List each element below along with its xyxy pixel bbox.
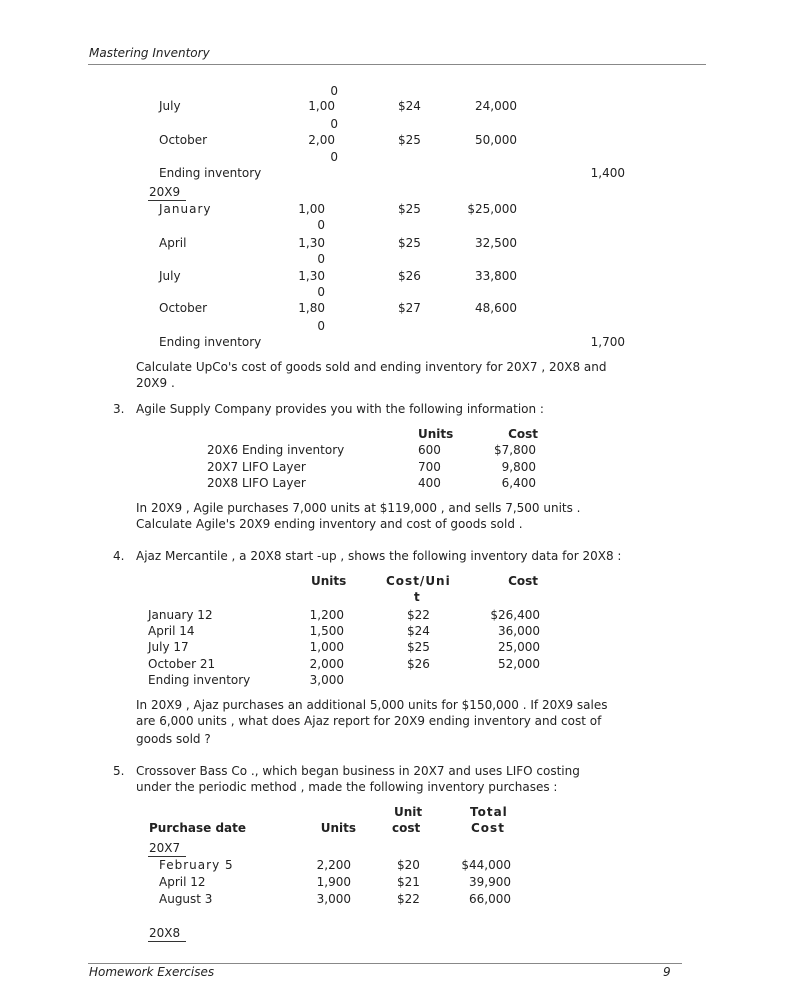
row-units: 2,00 — [308, 133, 335, 147]
row-cost-per-unit: $22 — [407, 608, 430, 622]
row-cost: $7,800 — [494, 443, 536, 457]
ending-label: Ending inventory — [159, 335, 262, 349]
row-cost: $26 — [398, 269, 421, 283]
row-unit-cost: $22 — [397, 892, 420, 906]
row-units-wrap: 0 — [317, 218, 325, 232]
row-cost-per-unit: $25 — [407, 640, 430, 654]
question-text: under the periodic method , made the following inventory purchases : — [136, 780, 558, 794]
row-total: 32,500 — [475, 236, 517, 250]
row-units-wrap: 0 — [317, 252, 325, 266]
row-label: July 17 — [148, 640, 189, 654]
footer-title: Homework Exercises — [89, 965, 215, 979]
row-label: January — [159, 202, 212, 216]
year-heading: 20X9 — [149, 185, 181, 199]
row-cost: 52,000 — [498, 657, 540, 671]
row-label: 20X7 LIFO Layer — [207, 460, 306, 474]
paragraph-line: Calculate UpCo's cost of goods sold and ending inventory for 20X7 , 20X8 and — [136, 360, 607, 374]
row-units: 1,30 — [298, 269, 325, 283]
question-text: Crossover Bass Co ., which began business in 20X7 and uses LIFO costing — [136, 764, 580, 778]
col-header-units: Units — [320, 821, 356, 835]
col-header-cost-per-unit-wrap: t — [414, 590, 420, 604]
row-units-wrap: 0 — [330, 117, 338, 131]
row-total: 24,000 — [475, 99, 517, 113]
question-number: 5. — [113, 764, 125, 778]
row-label: April 12 — [159, 875, 206, 889]
row-label: October — [159, 133, 208, 147]
paragraph-line: goods sold ? — [136, 732, 211, 746]
year-underline — [148, 856, 186, 857]
ending-label: Ending inventory — [159, 166, 262, 180]
footer-rule — [88, 963, 682, 964]
paragraph-line: 20X9 . — [136, 376, 175, 390]
year-heading: 20X7 — [149, 841, 181, 855]
col-header-purchase-date: Purchase date — [149, 821, 247, 835]
row-label: October — [159, 301, 208, 315]
col-header-cost: Cost — [508, 574, 538, 588]
row-units: 1,200 — [309, 608, 344, 622]
row-cost: $24 — [398, 99, 421, 113]
row-units: 1,80 — [298, 301, 325, 315]
row-units: 700 — [418, 460, 441, 474]
paragraph-line: In 20X9 , Ajaz purchases an additional 5,000 units for $150,000 . If 20X9 sales — [136, 698, 608, 712]
col-header-cost-per-unit: Cost/Uni — [386, 574, 451, 588]
ending-value: 1,400 — [590, 166, 625, 180]
row-label: January 12 — [148, 608, 213, 622]
row-cost: $26,400 — [490, 608, 540, 622]
row-total-cost: 39,900 — [469, 875, 511, 889]
row-units: 1,00 — [308, 99, 335, 113]
row-label: July — [159, 99, 181, 113]
header-title: Mastering Inventory — [89, 46, 210, 60]
question-text: Agile Supply Company provides you with the following information : — [136, 402, 544, 416]
row-label: 20X8 LIFO Layer — [207, 476, 306, 490]
row-total-cost: 66,000 — [469, 892, 511, 906]
row-label: August 3 — [159, 892, 213, 906]
year-underline — [148, 200, 186, 201]
col-header-total-cost: Total — [470, 805, 508, 819]
row-total: 33,800 — [475, 269, 517, 283]
col-header-total-cost-wrap: Cost — [471, 821, 505, 835]
row-units: 1,500 — [309, 624, 344, 638]
row-cost: 36,000 — [498, 624, 540, 638]
col-header-units: Units — [418, 427, 454, 441]
paragraph-line: are 6,000 units , what does Ajaz report for 20X9 ending inventory and cost of — [136, 714, 602, 728]
row-label: Ending inventory — [148, 673, 251, 687]
row-units: 2,000 — [309, 657, 344, 671]
row-cost: $25 — [398, 202, 421, 216]
row-total: 50,000 — [475, 133, 517, 147]
row-label: February 5 — [159, 858, 234, 872]
row-units: 2,200 — [316, 858, 351, 872]
row-cost-per-unit: $24 — [407, 624, 430, 638]
row-units: 600 — [418, 443, 441, 457]
row-units-wrap: 0 — [317, 319, 325, 333]
row-units: 1,00 — [298, 202, 325, 216]
row-total: $25,000 — [467, 202, 517, 216]
row-units: 1,30 — [298, 236, 325, 250]
row-total: 48,600 — [475, 301, 517, 315]
row-units: 3,000 — [316, 892, 351, 906]
row-label: July — [159, 269, 181, 283]
paragraph-line: In 20X9 , Agile purchases 7,000 units at $119,000 , and sells 7,500 units . — [136, 501, 581, 515]
year-heading: 20X8 — [149, 926, 181, 940]
question-number: 3. — [113, 402, 125, 416]
row-units: 3,000 — [309, 673, 344, 687]
row-cost-per-unit: $26 — [407, 657, 430, 671]
row-units-wrap: 0 — [317, 285, 325, 299]
row-units: 1,000 — [309, 640, 344, 654]
row-unit-cost: $20 — [397, 858, 420, 872]
col-header-unit-cost-wrap: cost — [392, 821, 421, 835]
row-total-cost: $44,000 — [461, 858, 511, 872]
year-underline — [148, 941, 186, 942]
paragraph-line: Calculate Agile's 20X9 ending inventory and cost of goods sold . — [136, 517, 523, 531]
col-header-unit-cost: Unit — [394, 805, 423, 819]
row-cost: 25,000 — [498, 640, 540, 654]
row-cost: $25 — [398, 236, 421, 250]
col-header-cost: Cost — [508, 427, 538, 441]
row-label: April 14 — [148, 624, 195, 638]
question-text: Ajaz Mercantile , a 20X8 start -up , shows the following inventory data for 20X8 : — [136, 549, 622, 563]
units-wrap: 0 — [330, 84, 338, 98]
row-unit-cost: $21 — [397, 875, 420, 889]
header-rule — [88, 64, 706, 65]
page-number: 9 — [663, 965, 671, 979]
row-units-wrap: 0 — [330, 150, 338, 164]
row-cost: 6,400 — [501, 476, 536, 490]
ending-value: 1,700 — [590, 335, 625, 349]
row-cost: 9,800 — [501, 460, 536, 474]
row-cost: $25 — [398, 133, 421, 147]
row-label: April — [159, 236, 187, 250]
row-label: October 21 — [148, 657, 216, 671]
col-header-units: Units — [311, 574, 347, 588]
question-number: 4. — [113, 549, 125, 563]
row-units: 400 — [418, 476, 441, 490]
row-label: 20X6 Ending inventory — [207, 443, 345, 457]
row-units: 1,900 — [316, 875, 351, 889]
row-cost: $27 — [398, 301, 421, 315]
